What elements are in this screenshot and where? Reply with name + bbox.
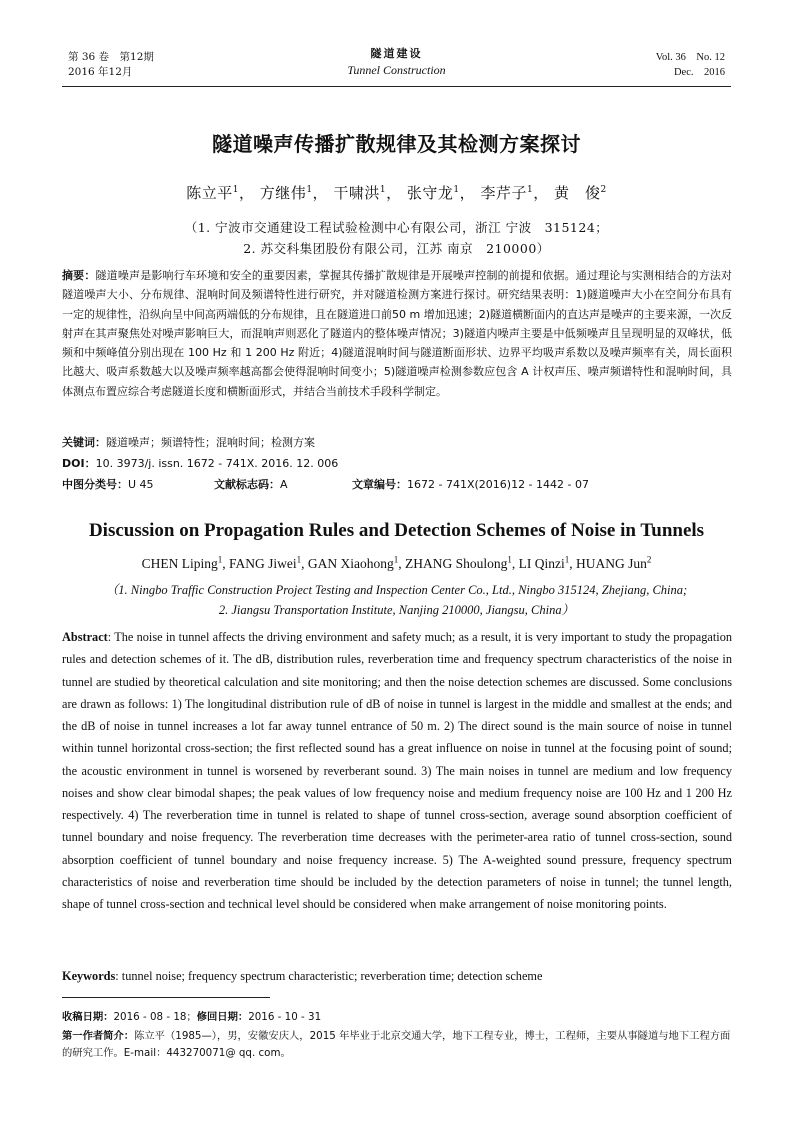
- received-date: 2016 - 08 - 18；: [113, 1011, 197, 1023]
- abstract-en-text: : The noise in tunnel affects the driving environment and safety much; as a result, it is very important to study the propagation rules and detection schemes of it. The dB, distribution rules, reverberation time and frequency spectrum characteristics of the noise in tunnel are studied by theoretical calculation and site monitoring; and then the noise detection schemes are discussed. Some conclusions are drawn as follows: 1) The longitudinal distribution rule of dB of noise in tunnel is largest in the middle and smallest at the ends; and the dB of noise in tunnel increases a lot far away tunnel entrance of 50 m. 2) The direct sound is the main source of noise in tunnel within tunnel horizontal cross-section; the first reflected sound has a great influence on noise in tunnel at the focusing point of sound; the acoustic environment in tunnel is worsened by reverberant sound. 3) The main noises in tunnel are medium and low frequency noises and show clear bimodal shapes; the peak values of low frequency noise and medium frequency noise are 100 Hz and 1 200 Hz respectively. 4) The reverberation time in tunnel is related to shape of tunnel cross-section, average sound absorption coefficient of tunnel boundary and noise frequency. The reverberation time decreases with the perimeter-area ratio of tunnel cross-section, sound absorption coefficient of tunnel boundary and noise frequency increase. 5) The A-weighted sound pressure, frequency spectrum characteristics of noise and reverberation time should be included by the detection parameters of noise in tunnel; the tunnel length, shape of tunnel cross-section and technical level should be considered when make arrangement of noise monitoring points.: [62, 630, 732, 911]
- article-title-en: Discussion on Propagation Rules and Detection Schemes of Noise in Tunnels: [88, 520, 705, 541]
- clc-label: 中图分类号：: [62, 478, 128, 491]
- author-name: 方继伟: [259, 184, 307, 202]
- author-affil-mark: 1: [507, 554, 512, 565]
- document-code-value: A: [280, 478, 288, 491]
- author-affil-mark: 1: [296, 554, 302, 565]
- issue-date: 2016 年12月: [68, 66, 133, 78]
- author-name-en: CHEN Liping: [141, 556, 218, 571]
- author-bio-text: 陈立平（1985—），男，安徽安庆人，2015 年毕业于北京交通大学，地下工程专业，博士，工程师，主要从事隧道与地下工程方面的研究工作。E-mail：443270071@ qq. com。: [62, 1030, 731, 1059]
- author-affil-mark: 1: [306, 185, 313, 195]
- clc-number: [62, 475, 154, 494]
- affiliation-cn-1: （1. 宁波市交通建设工程试验检测中心有限公司，浙江 宁波 315124；: [184, 220, 609, 235]
- author-name: 干啸洪: [333, 184, 380, 202]
- author-name-en: HUANG Jun: [576, 556, 647, 571]
- issue-volume: 第 36 卷 第12期: [68, 51, 154, 63]
- abstract-en-label: Abstract: [62, 630, 108, 644]
- affiliation-en-1: （1. Ningbo Traffic Construction Project Testing and Inspection Center Co., Ltd., Ningbo 315124, Zhejiang, China;: [105, 583, 688, 597]
- author-affil-mark: 1: [564, 554, 570, 565]
- abstract-cn-label: 摘要：: [62, 269, 96, 282]
- author-bio: [62, 1028, 732, 1062]
- author-name-en: FANG Jiwei: [228, 556, 297, 571]
- author-list-en: CHEN Liping$^1$, FANG Jiwei$^1$, GAN Xiaohong$^1$, ZHANG Shoulong$^1$, LI Qinzi$^1$, HUANG Jun$^2$: [141, 554, 652, 571]
- keywords-cn-text: 隧道噪声；频谱特性；混响时间；检测方案: [106, 436, 315, 449]
- document-code: [214, 475, 288, 494]
- clc-value: U 45: [128, 478, 154, 491]
- issue-date-en: Dec. 2016: [673, 67, 725, 78]
- revised-date: 2016 - 10 - 31: [248, 1011, 322, 1023]
- author-affil-mark: 1: [217, 554, 223, 565]
- author-affil-mark: 1: [526, 185, 534, 195]
- issue-volume-en: Vol. 36 No. 12: [655, 52, 725, 63]
- abstract-en: [62, 626, 732, 915]
- abstract-cn-text: 隧道噪声是影响行车环境和安全的重要因素，掌握其传播扩散规律是开展噪声控制的前提和依据。通过理论与实测相结合的方法对隧道噪声大小、分布规律、混响时间及频谱特性进行研究，并对隧道检测方案进行探讨。研究结果表明：1)隧道噪声大小在空间分布具有一定的规律性，沿纵向呈中间高两端低的分布规律，且在隧道进口前50 m 增加迅速；2)隧道横断面内的直达声是噪声的主要来源，一次反射声在其声聚焦处对噪声影响巨大，而混响声则恶化了隧道内的整体噪声情况；3)隧道内噪声主要是中低频噪声且呈现明显的双峰状，低频和中频峰值分别出现在 100 Hz 和 1 200 Hz 附近；4)隧道混响时间与隧道断面形状、边界平均吸声系数以及噪声频率有关，周长面积比越大、吸声系数越大以及噪声频率越高都会使得混响时间变小；5)隧道噪声检测参数应包含 A 计权声压、噪声频谱特性和混响时间，具体测点布置应综合考虑隧道长度和横断面形式，并结合当前技术手段科学制定。: [62, 269, 733, 398]
- issue-info-en: [656, 50, 725, 80]
- author-name: 黄 俊: [553, 184, 601, 202]
- author-bio-label: 第一作者简介：: [62, 1030, 135, 1042]
- author-name-en: GAN Xiaohong: [307, 556, 394, 571]
- keywords-cn: [62, 433, 732, 452]
- affiliation-cn-2: 2. 苏交科集团股份有限公司，江苏 南京 210000）: [243, 241, 550, 256]
- affiliation-en-2: 2. Jiangsu Transportation Institute, Nanjing 210000, Jiangsu, China）: [218, 603, 575, 617]
- abstract-cn: [62, 266, 732, 401]
- journal-name-cn: 隧道建设: [370, 47, 423, 60]
- author-affil-mark: 1: [232, 185, 239, 195]
- revised-label: 修回日期：: [196, 1011, 249, 1023]
- author-affil-mark: 1: [393, 554, 399, 565]
- author-affil-mark: 1: [379, 185, 387, 195]
- author-name: 张守龙: [406, 184, 454, 202]
- received-label: 收稿日期：: [62, 1011, 114, 1023]
- document-code-label: 文献标志码：: [214, 478, 280, 491]
- keywords-en-text: : tunnel noise; frequency spectrum characteristic; reverberation time; detection scheme: [115, 969, 543, 983]
- keywords-en-label: Keywords: [62, 969, 116, 983]
- header-rule: [62, 86, 731, 87]
- author-name: 陈立平: [186, 184, 233, 202]
- received-dates: [62, 1009, 732, 1026]
- author-affil-mark: 2: [646, 554, 652, 565]
- doi-value: 10. 3973/j. issn. 1672 - 741X. 2016. 12. 006: [95, 457, 339, 470]
- author-name-en: ZHANG Shoulong: [405, 556, 508, 571]
- article-title-cn: 隧道噪声传播扩散规律及其检测方案探讨: [212, 132, 581, 156]
- author-affil-mark: 2: [600, 185, 607, 195]
- author-affil-mark: 1: [453, 185, 460, 195]
- footnote-rule: [62, 997, 270, 998]
- author-name-en: LI Qinzi: [518, 556, 565, 571]
- article-number-label: 文章编号：: [352, 478, 407, 491]
- keywords-cn-label: 关键词：: [62, 436, 106, 449]
- keywords-en: [62, 966, 732, 986]
- doi-label: DOI：: [62, 457, 96, 470]
- author-name: 李芹子: [480, 184, 527, 202]
- article-number: [352, 475, 589, 494]
- journal-name-en: Tunnel Construction: [347, 63, 446, 77]
- article-number-value: 1672 - 741X(2016)12 - 1442 - 07: [407, 478, 589, 491]
- doi-line: [62, 454, 732, 473]
- author-list-cn: 陈立平$^1$， 方继伟$^1$， 干啸洪$^1$， 张守龙$^1$， 李芹子$^1$， 黄 俊$^2$: [186, 184, 607, 202]
